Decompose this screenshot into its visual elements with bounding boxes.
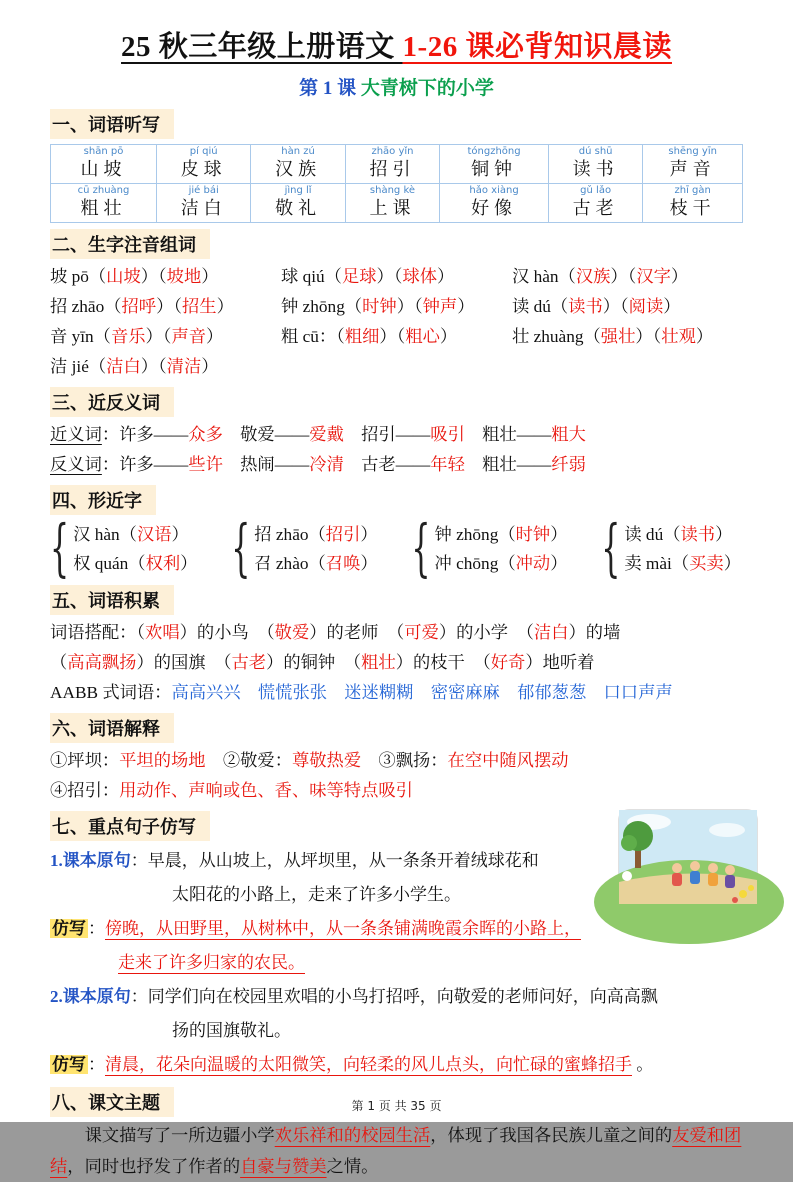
imitation-sentence-2-line-1: 仿写 ：清晨，花朵向温暖的太阳微笑，向轻柔的风儿点头，向忙碌的蜜蜂招手 。 [52,1055,654,1074]
xingjinzi-top: 汉 hàn（汉语） [73,525,189,544]
pinyin-label: cū zhuàng [77,185,130,196]
theme-paragraph: 课文描写了一所边疆小学欢乐祥和的校园生活，体现了我国各民族儿童之间的友爱和团结，同时也抒发了作者的自豪与赞美之情。 [50,1126,742,1176]
section-heading-sentences: 七、重点句子仿写 [50,811,210,841]
section-heading-theme: 八、课文主题 [50,1087,174,1117]
xingjinzi-group [601,513,741,585]
section-jilei [50,580,743,708]
pinyin-label: shēng yīn [668,146,717,157]
xingjinzi-top: 读 dú（读书） [624,525,733,544]
imitation-sentence-1-line-1: 仿写 ：傍晚，从田野里，从树林中，从一条条铺满晚霞余晖的小路上， [52,919,581,938]
zuci-entry: 球 qiú（足球）（球体） [281,267,455,286]
pinyin-label: shàng kè [369,185,416,196]
pinyin-label: tóngzhōng [467,146,521,157]
original-sentence-1-line-2: 太阳花的小路上，走来了许多小学生。 [172,885,461,904]
xingjinzi-bottom: 权 quán（权利） [73,554,198,573]
pinyin-label: jié bái [188,185,219,196]
section-heading-dictation: 一、词语听写 [50,109,174,139]
pinyin-label: hǎo xiàng [469,185,519,196]
zuci-entry: 钟 zhōng（时钟）（钟声） [281,297,475,316]
section-heading-zuci: 二、生字注音组词 [50,229,210,259]
word-label: 声音 [669,159,716,179]
brace-icon: { [601,513,621,585]
section-dictation [50,104,743,223]
word-label: 读书 [572,159,619,179]
dictation-cell [156,184,250,223]
xingjinzi-group [231,513,378,585]
zuci-row [50,292,743,322]
section-heading-jieshi: 六、词语解释 [50,713,174,743]
section-heading-jilei: 五、词语积累 [50,585,174,615]
original-sentence-1-line-1: 1.课本原句：早晨，从山坡上，从坪坝里，从一条条开着绒球花和 [50,851,539,870]
pinyin-label: shān pō [83,146,124,157]
dictation-cell [156,145,250,184]
synonyms-line: 近义词：许多——众多 敬爱——爱戴 招引——吸引 粗壮——粗大 [50,425,586,444]
children-walking-illustration [619,810,757,904]
zuci-entry: 坡 pō（山坡）（坡地） [50,267,219,286]
dictation-cell [548,184,642,223]
word-label: 上课 [369,198,416,218]
collocation-line: （高高飘扬）的国旗 （古老）的铜钟 （粗壮）的枝干 （好奇）地听着 [50,653,595,672]
xingjinzi-bottom: 召 zhào（召唤） [254,554,378,573]
dictation-cell [345,184,439,223]
xingjinzi-top: 招 zhāo（招引） [254,525,378,544]
xingjinzi-group [411,513,568,585]
doc-title-red: 1-26 课必背知识晨读 [402,31,672,63]
word-label: 古老 [572,198,619,218]
xingjinzi-bottom: 卖 mài（买卖） [624,554,741,573]
pinyin-label: gǔ lǎo [580,185,612,196]
zuci-entry: 洁 jié（洁白）（清洁） [50,357,219,376]
section-heading-xingjinzi: 四、形近字 [50,485,156,515]
imitation-sentence-1-line-2: 走来了许多归家的农民。 [118,953,305,972]
section-zuci [50,224,743,382]
pinyin-label: zhāo yǐn [371,146,414,157]
brace-icon: { [411,513,431,585]
section-heading-jinfanyici: 三、近反义词 [50,387,174,417]
zuci-entry: 读 dú（读书）（阅读） [512,297,681,316]
zuci-entry: 汉 hàn（汉族）（汉字） [512,267,689,286]
word-label: 枝干 [669,198,716,218]
definition-line: ④招引：用动作、声响或色、香、味等特点吸引 [50,781,413,800]
pinyin-label: dú shū [578,146,613,157]
dictation-cell [548,145,642,184]
pinyin-label: zhī gàn [674,185,711,196]
pinyin-label: jìng lǐ [284,185,312,196]
page-number: 第 1 页 共 35 页 [351,1099,442,1113]
xingjinzi-bottom: 冲 chōng（冲动） [434,554,568,573]
word-label: 洁白 [180,198,227,218]
lesson-illustration [619,810,757,904]
lesson-title [50,73,743,100]
dictation-cell [251,184,345,223]
aabb-words-line: AABB 式词语：高高兴兴 慌慌张张 迷迷糊糊 密密麻麻 郁郁葱葱 口口声声 [50,683,673,702]
antonyms-line: 反义词：许多——些许 热闹——冷清 古老——年轻 粗壮——纤弱 [50,455,586,474]
zuci-entry: 壮 zhuàng（强壮）（壮观） [512,327,714,346]
xingjinzi-groups [50,513,743,585]
original-sentence-2-line-2: 扬的国旗敬礼。 [172,1021,291,1040]
zuci-entry: 招 zhāo（招呼）（招生） [50,297,234,316]
brace-icon: { [50,513,70,585]
section-sentences [50,806,743,1082]
pinyin-label: hàn zú [281,146,315,157]
word-label: 敬礼 [275,198,322,218]
lesson-number: 第 1 课 [299,78,357,99]
zuci-row [50,322,743,352]
dictation-cell [440,184,549,223]
section-jinfanyici [50,382,743,480]
pinyin-label: pí qiú [189,146,218,157]
word-label: 铜钟 [471,159,518,179]
zuci-row [50,262,743,292]
doc-title-black: 25 秋三年级上册语文 [121,31,403,63]
zuci-row [50,352,743,382]
xingjinzi-top: 钟 zhōng（时钟） [434,525,568,544]
word-label: 汉族 [275,159,322,179]
doc-title [50,24,743,65]
dictation-table [50,144,743,223]
word-label: 皮球 [180,159,227,179]
zuci-entry: 粗 cū：（粗细）（粗心） [281,327,458,346]
original-sentence-2-line-1: 2.课本原句：同学们向在校园里欢唱的小鸟打招呼，向敬爱的老师问好，向高高飘 [50,987,658,1006]
dictation-cell [643,184,743,223]
zuci-entry: 音 yīn（音乐）（声音） [50,327,224,346]
section-xingjinzi [50,480,743,585]
dictation-cell [345,145,439,184]
word-label: 招引 [369,159,416,179]
dictation-cell [440,145,549,184]
definition-line: ①坪坝：平坦的场地 ②敬爱：尊敬热爱 ③飘扬：在空中随风摆动 [50,751,569,770]
lesson-name: 大青树下的小学 [360,78,494,99]
xingjinzi-group [50,513,198,585]
dictation-cell [251,145,345,184]
section-jieshi [50,708,743,806]
dictation-cell [643,145,743,184]
word-label: 粗壮 [80,198,127,218]
table-row [51,145,743,184]
brace-icon: { [231,513,251,585]
table-row [51,184,743,223]
collocation-line: 词语搭配：（欢唱）的小鸟 （敬爱）的老师 （可爱）的小学 （洁白）的墙 [50,623,621,642]
word-label: 山坡 [80,159,127,179]
dictation-cell [51,184,157,223]
word-label: 好像 [471,198,518,218]
dictation-cell [51,145,157,184]
